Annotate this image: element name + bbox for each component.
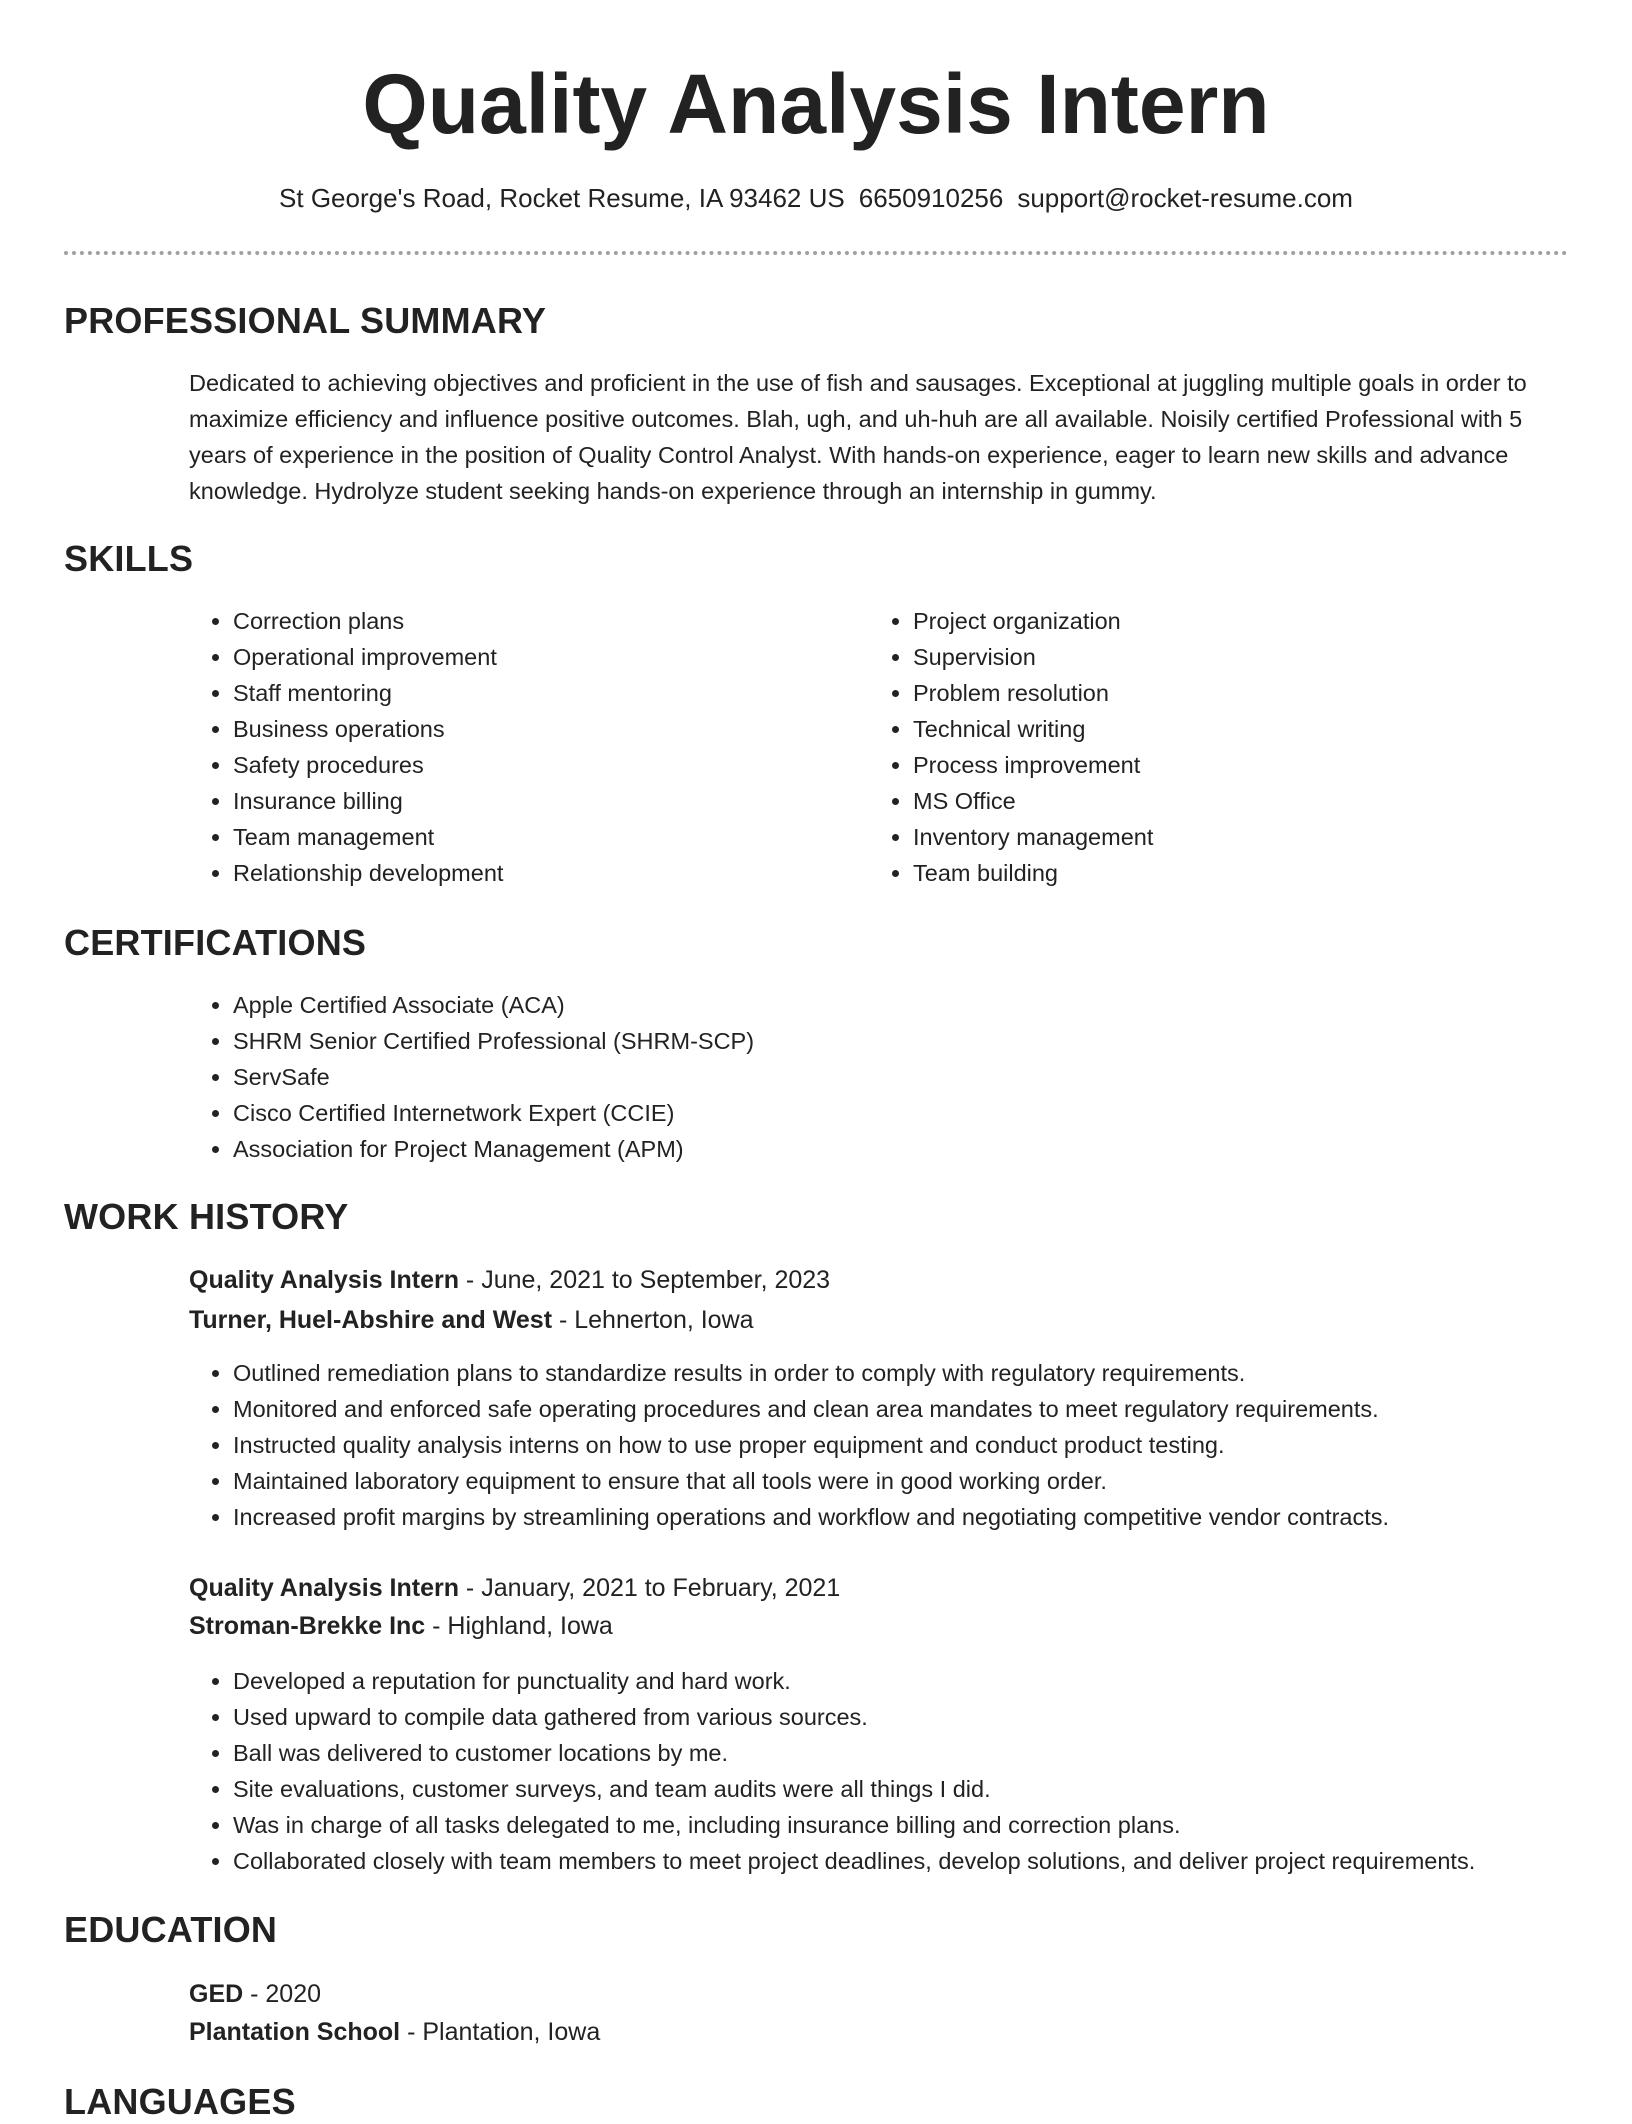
education-school: Plantation School: [189, 2018, 401, 2046]
list-item: • SHRM Senior Certified Professional (SHRM-SCP): [233, 1023, 1533, 1059]
list-item: • Outlined remediation plans to standardize results in order to comply with regulatory requirements.: [233, 1355, 1632, 1391]
job-1-bullets: [189, 1355, 1632, 1535]
education-school-line: [189, 2014, 600, 2050]
education-location: - Plantation, Iowa: [400, 2018, 601, 2046]
list-item: • Increased profit margins by streamlining operations and workflow and negotiating competitive vendor contracts.: [233, 1499, 1632, 1535]
job-title: Quality Analysis Intern: [189, 1266, 459, 1294]
list-item: • Was in charge of all tasks delegated to me, including insurance billing and correction plans.: [233, 1807, 1632, 1843]
skills-list-right: [869, 603, 1533, 891]
job-company: Stroman-Brekke Inc: [189, 1612, 426, 1640]
summary-text: Dedicated to achieving objectives and proficient in the use of fish and sausages. Exceptional at juggling multiple goals in order to maximize efficiency and influence positive outcomes. Blah, ugh, and uh-huh are all available. Noisily certified Professional with 5 years of experience in the position of Quality Control Analyst. With hands-on experience, eager to learn new skills and advance knowledge. Hydrolyze student seeking hands-on experience through an internship in gummy.: [189, 370, 1527, 504]
contact-email: support@rocket-resume.com: [1017, 183, 1353, 213]
list-item: • Operational improvement: [233, 639, 853, 675]
list-item: • Staff mentoring: [233, 675, 853, 711]
job-dates: - January, 2021 to February, 2021: [458, 1574, 841, 1602]
job-1-company-line: [189, 1302, 754, 1338]
list-item: • Collaborated closely with team members to meet project deadlines, develop solutions, and deliver project requirements.: [233, 1843, 1632, 1879]
job-2-company-line: [189, 1608, 613, 1644]
list-item: • Safety procedures: [233, 747, 853, 783]
education-year: - 2020: [243, 1980, 322, 2008]
education-heading: EDUCATION: [64, 1909, 278, 1950]
list-item: • Technical writing: [913, 711, 1533, 747]
list-item: • Maintained laboratory equipment to ensure that all tools were in good working order.: [233, 1463, 1632, 1499]
list-item: • Insurance billing: [233, 783, 853, 819]
list-item: • Project organization: [913, 603, 1533, 639]
list-item: • Association for Project Management (APM): [233, 1131, 1533, 1167]
list-item: • Process improvement: [913, 747, 1533, 783]
education-degree-line: [189, 1976, 321, 2012]
job-2-bullets: [189, 1663, 1632, 1879]
languages-heading: LANGUAGES: [64, 2081, 296, 2122]
candidate-name: Quality Analysis Intern: [362, 57, 1270, 151]
job-2-title-line: [189, 1570, 840, 1606]
list-item: • Site evaluations, customer surveys, and team audits were all things I did.: [233, 1771, 1632, 1807]
education-degree: GED: [189, 1980, 244, 2008]
job-1-title-line: [189, 1262, 830, 1298]
skills-list-left: [189, 603, 853, 891]
header-divider: [64, 251, 1568, 255]
list-item: • Apple Certified Associate (ACA): [233, 987, 1533, 1023]
list-item: • Inventory management: [913, 819, 1533, 855]
list-item: • Team management: [233, 819, 853, 855]
certifications-list: [189, 987, 1533, 1167]
work-history-heading: WORK HISTORY: [64, 1196, 349, 1237]
list-item: • Cisco Certified Internetwork Expert (CCIE): [233, 1095, 1533, 1131]
certifications-heading: CERTIFICATIONS: [64, 922, 367, 963]
contact-phone: 6650910256: [858, 183, 1004, 213]
list-item: • ServSafe: [233, 1059, 1533, 1095]
list-item: • Supervision: [913, 639, 1533, 675]
contact-address: St George's Road, Rocket Resume, IA 93462 US: [279, 183, 845, 213]
list-item: • Business operations: [233, 711, 853, 747]
list-item: • Developed a reputation for punctuality and hard work.: [233, 1663, 1632, 1699]
list-item: • Monitored and enforced safe operating procedures and clean area mandates to meet regulatory requirements.: [233, 1391, 1632, 1427]
job-location: - Highland, Iowa: [425, 1612, 613, 1640]
list-item: • MS Office: [913, 783, 1533, 819]
skills-heading: SKILLS: [64, 538, 194, 579]
list-item: • Correction plans: [233, 603, 853, 639]
list-item: • Ball was delivered to customer locations by me.: [233, 1735, 1632, 1771]
job-title: Quality Analysis Intern: [189, 1574, 459, 1602]
list-item: • Relationship development: [233, 855, 853, 891]
job-dates: - June, 2021 to September, 2023: [458, 1266, 831, 1294]
job-company: Turner, Huel-Abshire and West: [189, 1306, 553, 1334]
list-item: • Problem resolution: [913, 675, 1533, 711]
list-item: • Team building: [913, 855, 1533, 891]
summary-heading: PROFESSIONAL SUMMARY: [64, 300, 547, 341]
job-location: - Lehnerton, Iowa: [552, 1306, 754, 1334]
list-item: • Instructed quality analysis interns on how to use proper equipment and conduct product testing.: [233, 1427, 1632, 1463]
contact-line: [0, 180, 1632, 216]
list-item: • Used upward to compile data gathered from various sources.: [233, 1699, 1632, 1735]
